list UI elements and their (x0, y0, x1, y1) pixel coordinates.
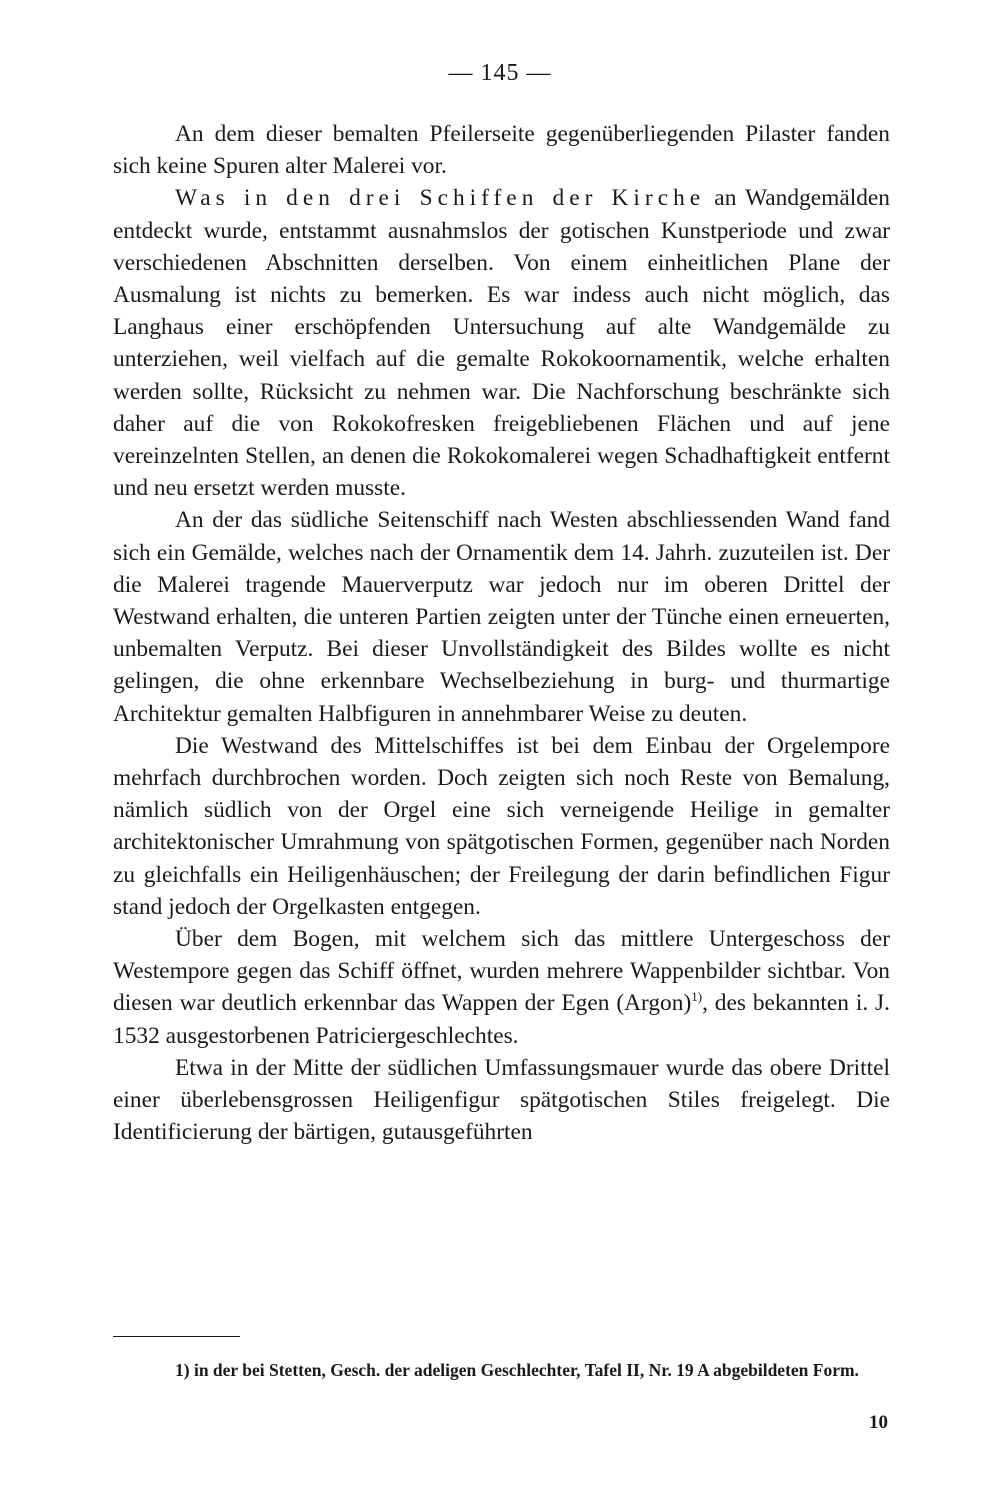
paragraph-5 (113, 923, 890, 1052)
page-number: — 145 — (448, 60, 552, 86)
signature-mark: 10 (869, 1412, 888, 1433)
paragraph-3-text: An der das südliche Seitenschiff nach Westen abschliessenden Wand fand sich ein Gemälde, welches nach der Ornamentik dem 14. Jahrh. zuzuteilen ist. Der die Malerei tragende Mauerverputz war jedoch nur im oberen Drittel der Westwand erhalten, die unteren Partien zeigten unter der Tünche einen erneuerten, unbemalten Verputz. Bei dieser Unvollständigkeit des Bildes wollte es nicht gelingen, die ohne erkennbare Wechselbeziehung in burg- und thurmartige Architektur gemalten Halbfiguren in annehmbarer Weise zu deuten. (113, 507, 890, 727)
paragraph-4 (113, 730, 890, 923)
paragraph-3 (113, 504, 890, 729)
paragraph-1 (113, 118, 890, 182)
paragraph-6 (113, 1052, 890, 1149)
paragraph-2 (113, 182, 890, 504)
main-text (113, 118, 890, 1149)
paragraph-5-text-before: Über dem Bogen, mit welchem sich das mittlere Untergeschoss der Westempore gegen das Schiff öffnet, wurden mehrere Wappenbilder sichtbar. Von diesen war deutlich erkennbar das Wappen der Egen (Argon) (113, 926, 890, 1017)
paragraph-4-text: Die Westwand des Mittelschiffes ist bei dem Einbau der Orgelempore mehrfach durchbrochen worden. Doch zeigten sich noch Reste von Bemalung, nämlich südlich von der Orgel eine sich verneigende Heilige in gemalter architektonischer Umrahmung von spätgotischen Formen, gegenüber nach Norden zu gleichfalls ein Heiligenhäuschen; der Freilegung der darin befindlichen Figur stand jedoch der Orgelkasten entgegen. (113, 732, 890, 920)
paragraph-1-text: An dem dieser bemalten Pfeilerseite gegenüberliegenden Pilaster fanden sich keine Spuren alter Malerei vor. (113, 121, 890, 180)
paragraph-6-text: Etwa in der Mitte der südlichen Umfassungsmauer wurde das obere Drittel einer überlebensgrossen Heiligenfigur spätgotischen Stiles freigelegt. Die Identificierung der bärtigen, gutausgeführten (113, 1054, 890, 1146)
footnote: 1) in der bei Stetten, Gesch. der adeligen Geschlechter, Tafel II, Nr. 19 A abgebildeten Form. (175, 1360, 859, 1380)
footnote-reference[interactable]: 1) (691, 989, 703, 1005)
paragraph-5-text-after: , des bekannten i. J. 1532 ausgestorbenen Patriciergeschlechtes. (113, 990, 890, 1049)
paragraph-2-text: an Wandgemälden entdeckt wurde, entstammt ausnahmslos der gotischen Kunstperiode und zwar verschiedenen Abschnitten derselben. Von einem einheitlichen Plane der Ausmalung ist nichts zu bemerken. Es war indess auch nicht möglich, das Langhaus einer erschöpfenden Untersuchung auf alte Wandgemälde zu unterziehen, weil vielfach auf die gemalte Rokokoornamentik, welche erhalten werden sollte, Rücksicht zu nehmen war. Die Nachforschung beschränkte sich daher auf die von Rokokofresken freigebliebenen Flächen und auf jene vereinzelnten Stellen, an denen die Rokokomalerei wegen Schadhaftigkeit entfernt und neu ersetzt werden musste. (113, 185, 890, 502)
footnote-divider (113, 1336, 240, 1337)
paragraph-2-spaced-phrase: Was in den drei Schiffen der Kirche (175, 185, 706, 212)
